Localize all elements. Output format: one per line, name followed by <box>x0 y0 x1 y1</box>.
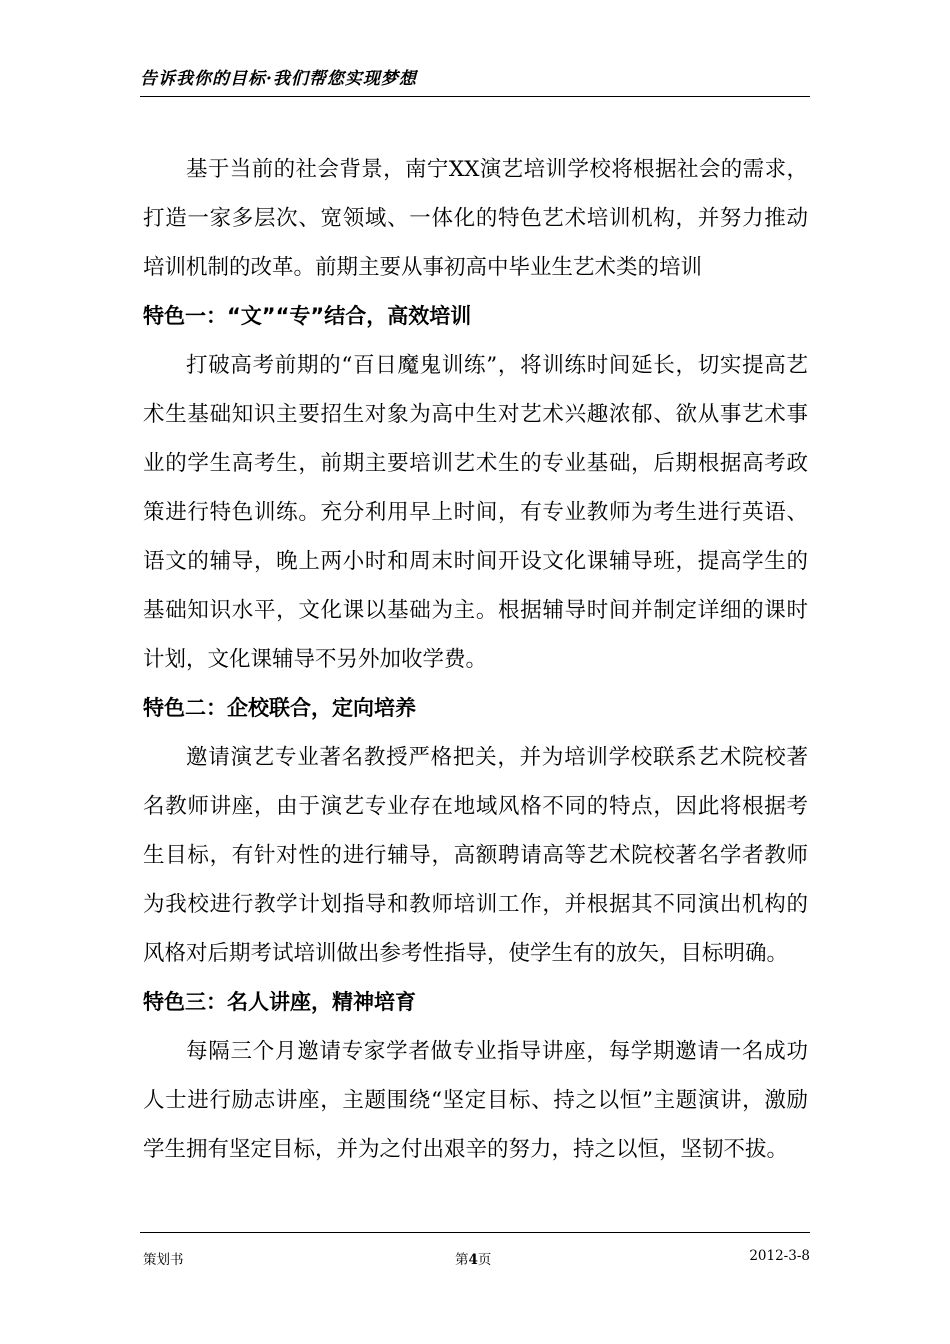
intro-paragraph: 基于当前的社会背景，南宁XX演艺培训学校将根据社会的需求，打造一家多层次、宽领域、一体化的特色艺术培训机构，并努力推动培训机制的改革。前期主要从事初高中毕业生艺术类的培训 <box>143 157 808 280</box>
footer-page-number <box>455 1248 491 1268</box>
section-paragraph-3: 每隔三个月邀请专家学者做专业指导讲座，每学期邀请一名成功人士进行励志讲座，主题围绕“坚定目标、持之以恒”主题演讲，激励学生拥有坚定目标，并为之付出艰辛的努力，持之以恒，坚韧不拔。 <box>143 1039 808 1162</box>
section-heading-3: 特色三：名人讲座，精神培育 <box>143 990 416 1014</box>
page-number-value: 4 <box>468 1252 478 1268</box>
section-paragraph-1: 打破高考前期的“百日魔鬼训练”，将训练时间延长，切实提高艺术生基础知识主要招生对象为高中生对艺术兴趣浓郁、欲从事艺术事业的学生高考生，前期主要培训艺术生的专业基础，后期根据高考政策进行特色训练。充分利用早上时间，有专业教师为考生进行英语、语文的辅导，晚上两小时和周末时间开设文化课辅导班，提高学生的基础知识水平，文化课以基础为主。根据辅导时间并制定详细的课时计划，文化课辅导不另外加收学费。 <box>143 353 808 672</box>
section-paragraph-2: 邀请演艺专业著名教授严格把关，并为培训学校联系艺术院校著名教师讲座，由于演艺专业存在地域风格不同的特点，因此将根据考生目标，有针对性的进行辅导，高额聘请高等艺术院校著名学者教师为我校进行教学计划指导和教师培训工作，并根据其不同演出机构的风格对后期考试培训做出参考性指导，使学生有的放矢，目标明确。 <box>143 745 808 966</box>
document-body <box>143 145 808 1174</box>
section-heading-1: 特色一：“文”“专”结合，高效培训 <box>143 304 472 328</box>
page-prefix: 第 <box>455 1252 469 1268</box>
footer-date: 2012-3-8 <box>749 1248 810 1264</box>
footer-doc-title: 策划书 <box>143 1252 184 1268</box>
section-heading-2: 特色二：企校联合，定向培养 <box>143 696 416 720</box>
page-header-slogan: 告诉我你的目标·我们帮您实现梦想 <box>140 69 417 89</box>
page-suffix: 页 <box>477 1252 492 1268</box>
header-divider <box>140 96 810 97</box>
footer-divider <box>140 1232 810 1233</box>
